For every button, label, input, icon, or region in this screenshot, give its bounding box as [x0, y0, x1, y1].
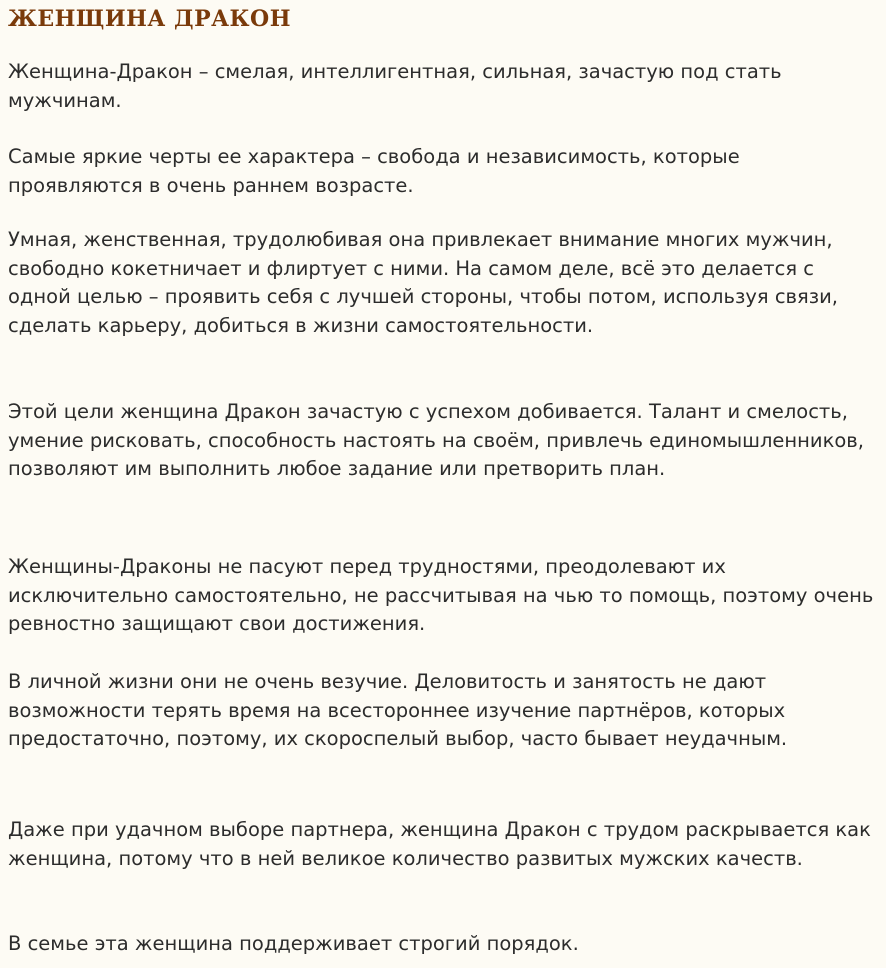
paragraph-5: Женщины-Драконы не пасуют перед трудностями, преодолевают их исключительно самостоятельно, не рассчитывая на чью то помощь, поэтому очень ревностно защищают свои достижения. — [8, 555, 874, 635]
paragraph-4: Этой цели женщина Дракон зачастую с успехом добивается. Талант и смелость, умение рисковать, способность настоять на своём, привлечь единомышленников, позволяют им выполнить любое задание или претворить план. — [8, 400, 864, 480]
paragraph-7: Даже при удачном выборе партнера, женщина Дракон с трудом раскрывается как женщина, потому что в ней великое количество развитых мужских качеств. — [8, 818, 871, 870]
paragraph-6: В личной жизни они не очень везучие. Деловитость и занятость не дают возможности терять время на всестороннее изучение партнёров, которых предостаточно, поэтому, их скороспелый выбор, часто бывает неудачным. — [8, 670, 788, 750]
paragraph-1: Женщина-Дракон – смелая, интеллигентная, сильная, зачастую под стать мужчинам. — [8, 60, 782, 112]
paragraph-2: Самые яркие черты ее характера – свобода и независимость, которые проявляются в очень раннем возрасте. — [8, 145, 740, 197]
article-title: ЖЕНЩИНА ДРАКОН — [8, 6, 291, 32]
paragraph-3: Умная, женственная, трудолюбивая она привлекает внимание многих мужчин, свободно кокетничает и флиртует с ними. На самом деле, всё это делается с одной целью – проявить себя с лучшей стороны, чтобы потом, используя связи, сделать карьеру, добиться в жизни самостоятельности. — [8, 228, 839, 337]
paragraph-8: В семье эта женщина поддерживает строгий порядок. — [8, 932, 579, 955]
